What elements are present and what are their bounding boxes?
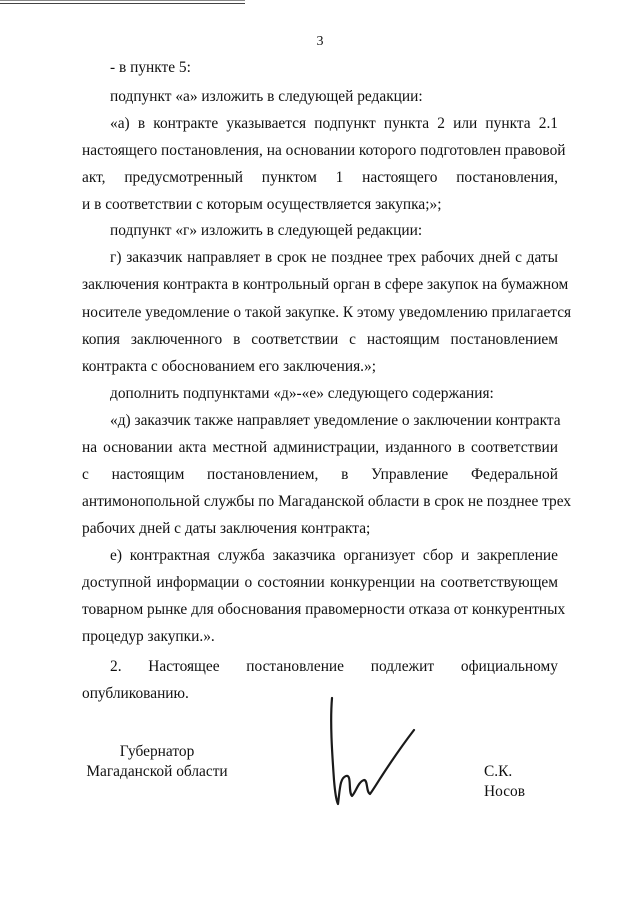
text-line: товарном рынке для обоснования правомерности отказа от конкурентных <box>82 601 566 618</box>
text-line: контракта с обоснованием его заключения.»; <box>82 358 376 375</box>
text-line: антимонопольной службы по Магаданской области в срок не позднее трех <box>82 493 572 510</box>
signatory-position-line1: Губернатор <box>119 743 195 760</box>
signatory-name: С.К. Носов <box>484 763 525 800</box>
text-line: копия заключенного в соответствии с настоящим постановлением <box>82 331 558 348</box>
text-line: настоящего постановления, на основании которого подготовлен правовой <box>82 142 566 159</box>
top-border-rule <box>0 0 245 4</box>
text-line: заключения контракта в контрольный орган в сфере закупок на бумажном <box>82 276 569 293</box>
text-line: доступной информации о состоянии конкуренции на соответствующем <box>82 574 558 591</box>
text-line: е) контрактная служба заказчика организует сбор и закрепление <box>110 547 558 564</box>
text-line: - в пункте 5: <box>110 59 191 76</box>
text-line: процедур закупки.». <box>82 628 215 645</box>
text-line: акт, предусмотренный пунктом 1 настоящего постановления, <box>82 169 558 186</box>
text-line: подпункт «г» изложить в следующей редакции: <box>110 222 423 239</box>
handwritten-signature <box>318 692 428 812</box>
text-line: рабочих дней с даты заключения контракта; <box>82 520 371 537</box>
text-line: с настоящим постановлением, в Управление Федеральной <box>82 466 558 483</box>
page-number: 3 <box>316 34 324 49</box>
signatory-position-line2: Магаданской области <box>86 763 228 780</box>
text-line: дополнить подпунктами «д»-«е» следующего содержания: <box>110 385 494 402</box>
text-line: и в соответствии с которым осуществляется закупка;»; <box>82 196 442 213</box>
text-line: г) заказчик направляет в срок не позднее трех рабочих дней с даты <box>110 249 558 266</box>
text-line: опубликованию. <box>82 685 189 702</box>
text-line: подпункт «а» изложить в следующей редакции: <box>110 88 423 105</box>
text-line: носителе уведомление о такой закупке. К этому уведомлению прилагается <box>82 304 572 321</box>
text-line: «а) в контракте указывается подпункт пункта 2 или пункта 2.1 <box>110 115 558 132</box>
text-line: 2. Настоящее постановление подлежит официальному <box>110 658 558 675</box>
text-line: «д) заказчик также направляет уведомление о заключении контракта <box>110 412 561 429</box>
text-line: на основании акта местной администрации, изданного в соответствии <box>82 439 558 456</box>
